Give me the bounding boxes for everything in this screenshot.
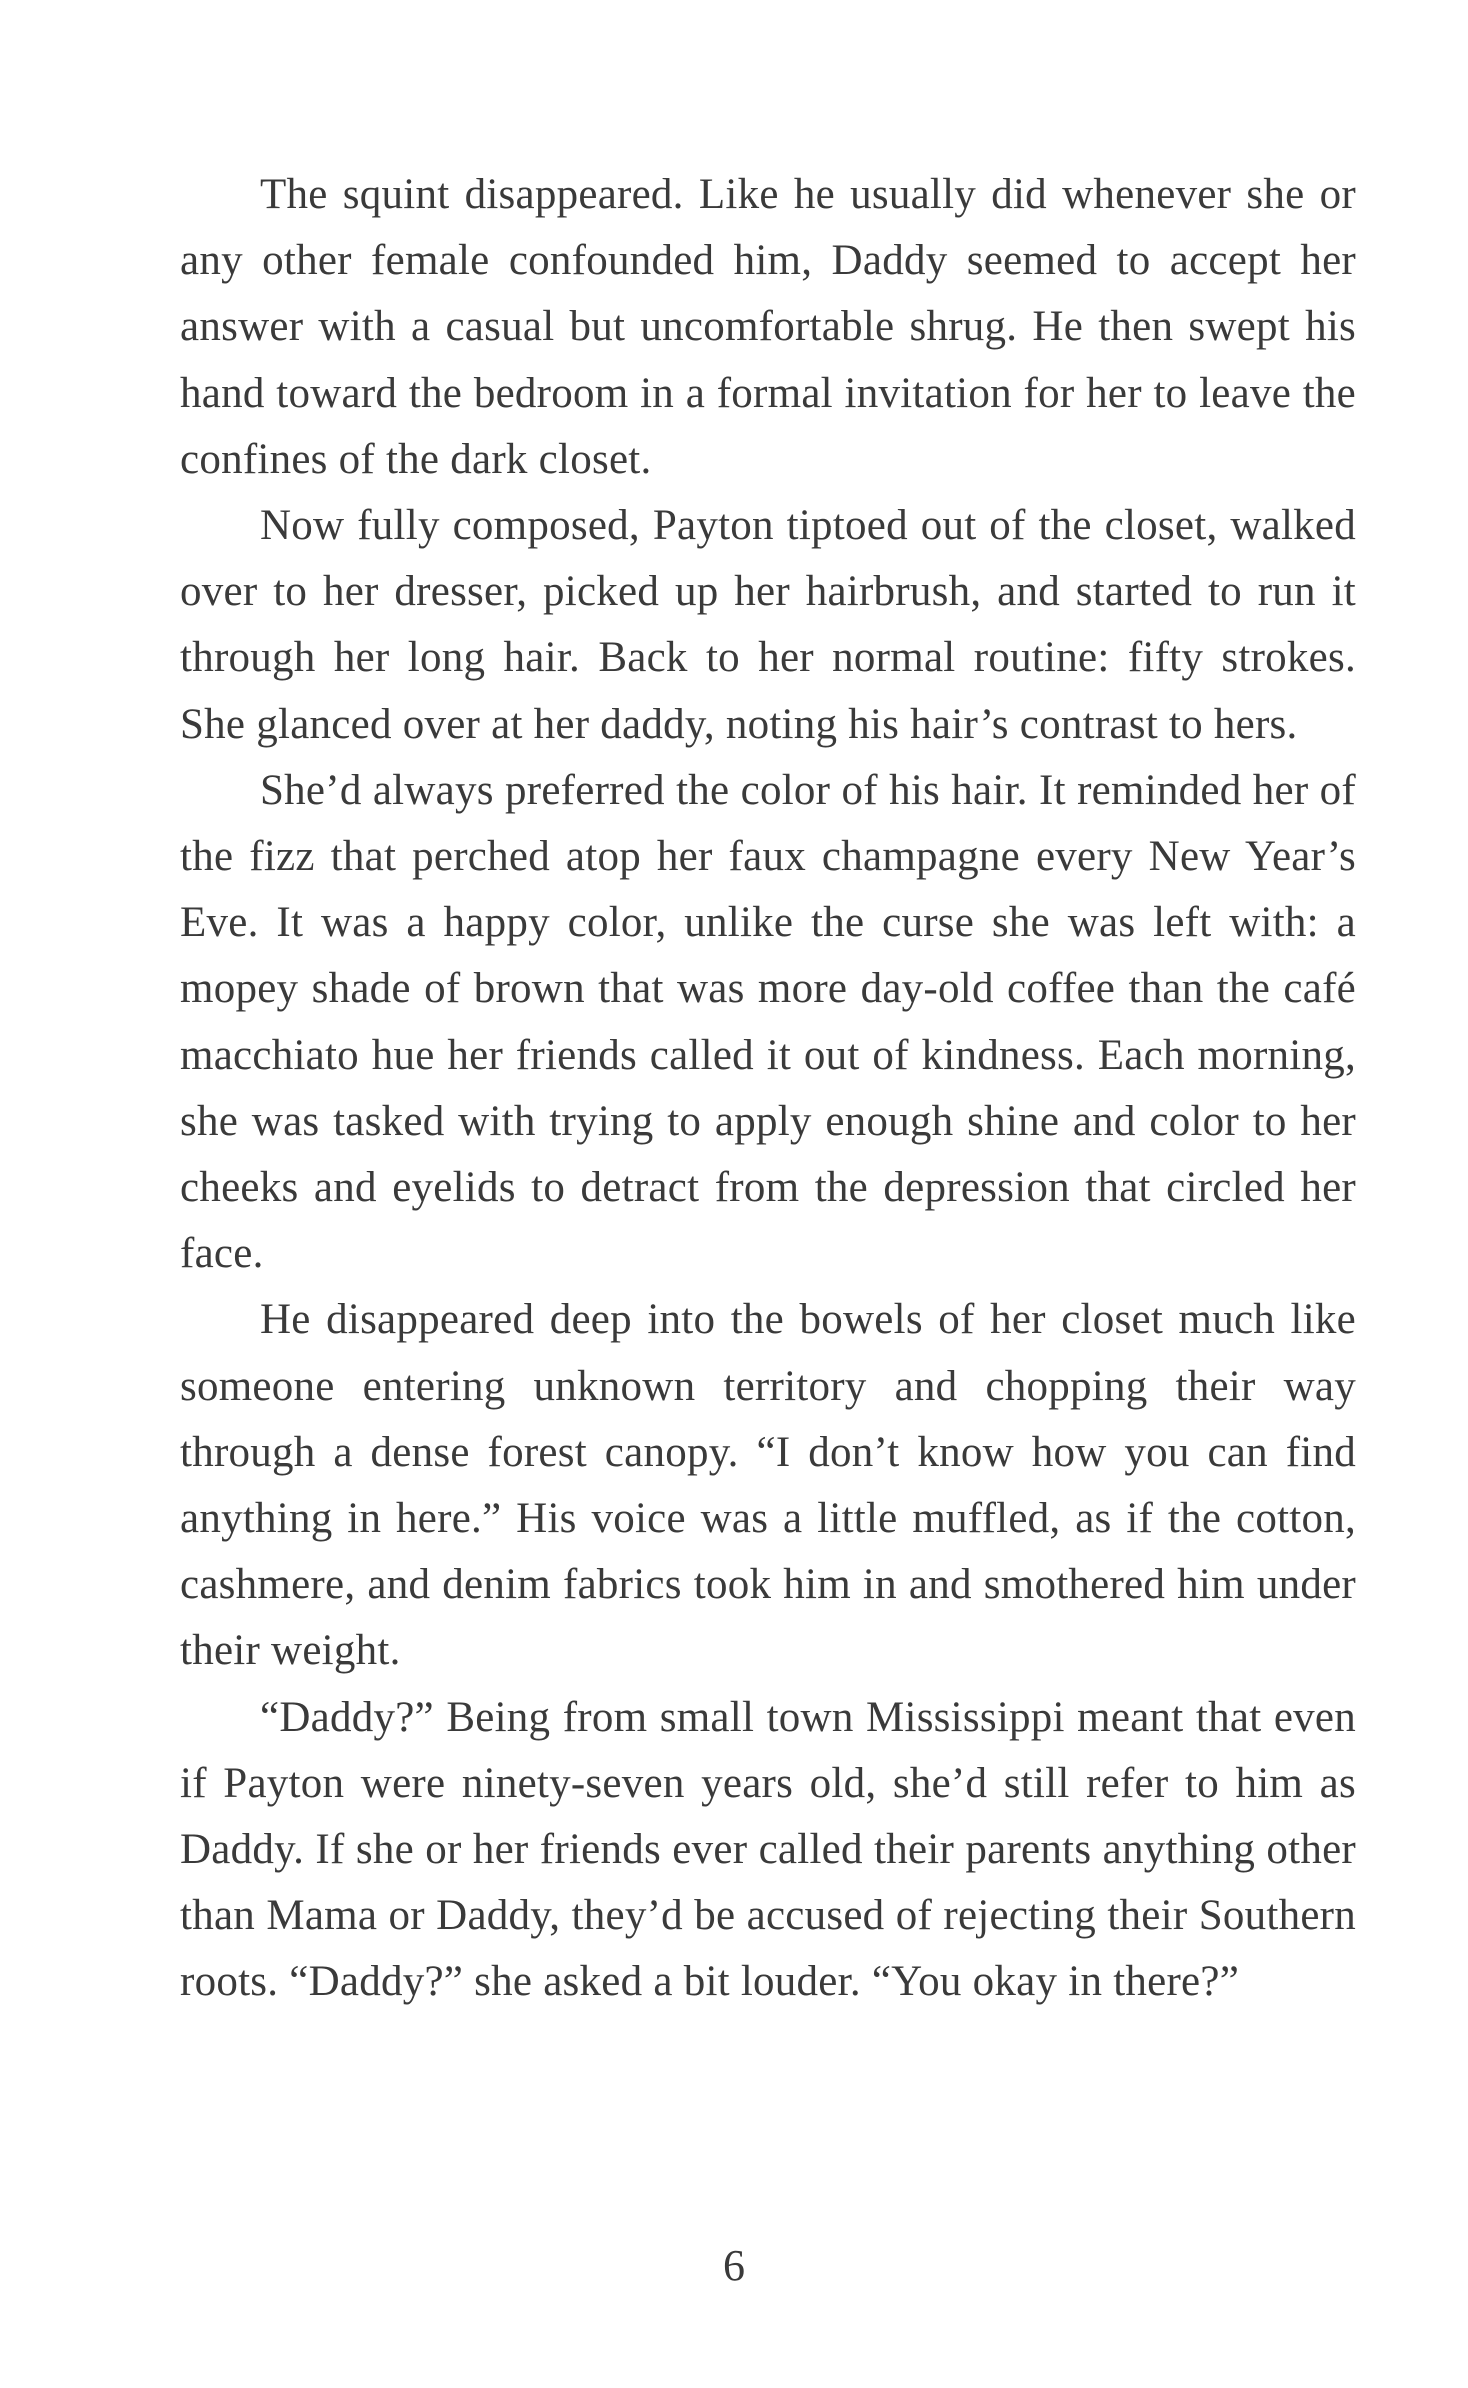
paragraph-4: He disappeared deep into the bowels of her closet much like someone entering unknown territory and chopping their way through a dense forest canopy. “I don’t know how you can find anything in here.” His voice was a little muffled, as if the cotton, cashmere, and denim fabrics took him in and smothered him under their weight. xyxy=(180,1296,1356,1675)
paragraph-5: “Daddy?” Being from small town Mississippi meant that even if Payton were ninety-seven years old, she’d still refer to him as Daddy. If she or her friends ever called their parents anything other than Mama or Daddy, they’d be accused of rejecting their Southern roots. “Daddy?” she asked a bit louder. “You okay in there?” xyxy=(180,1693,1356,2006)
paragraph-2: Now fully composed, Payton tiptoed out of the closet, walked over to her dresser, picked up her hairbrush, and started to run it through her long hair. Back to her normal routine: fifty strokes. She glanced over at her daddy, noting his hair’s contrast to hers. xyxy=(180,502,1356,748)
paragraph-1: The squint disappeared. Like he usually did whenever she or any other female confounded him, Daddy seemed to accept her answer with a casual but uncomfortable shrug. He then swept his hand toward the bedroom in a formal invitation for her to leave the confines of the dark closet. xyxy=(180,171,1356,483)
body-text xyxy=(180,162,1356,2016)
page-number: 6 xyxy=(723,2241,745,2290)
paragraph-3: She’d always preferred the color of his hair. It reminded her of the fizz that perched atop her faux champagne every New Year’s Eve. It was a happy color, unlike the curse she was left with: a mopey shade of brown that was more day-old coffee than the café macchiato hue her friends called it out of kindness. Each morning, she was tasked with trying to apply enough shine and color to her cheeks and eyelids to detract from the depression that circled her face. xyxy=(180,766,1356,1278)
